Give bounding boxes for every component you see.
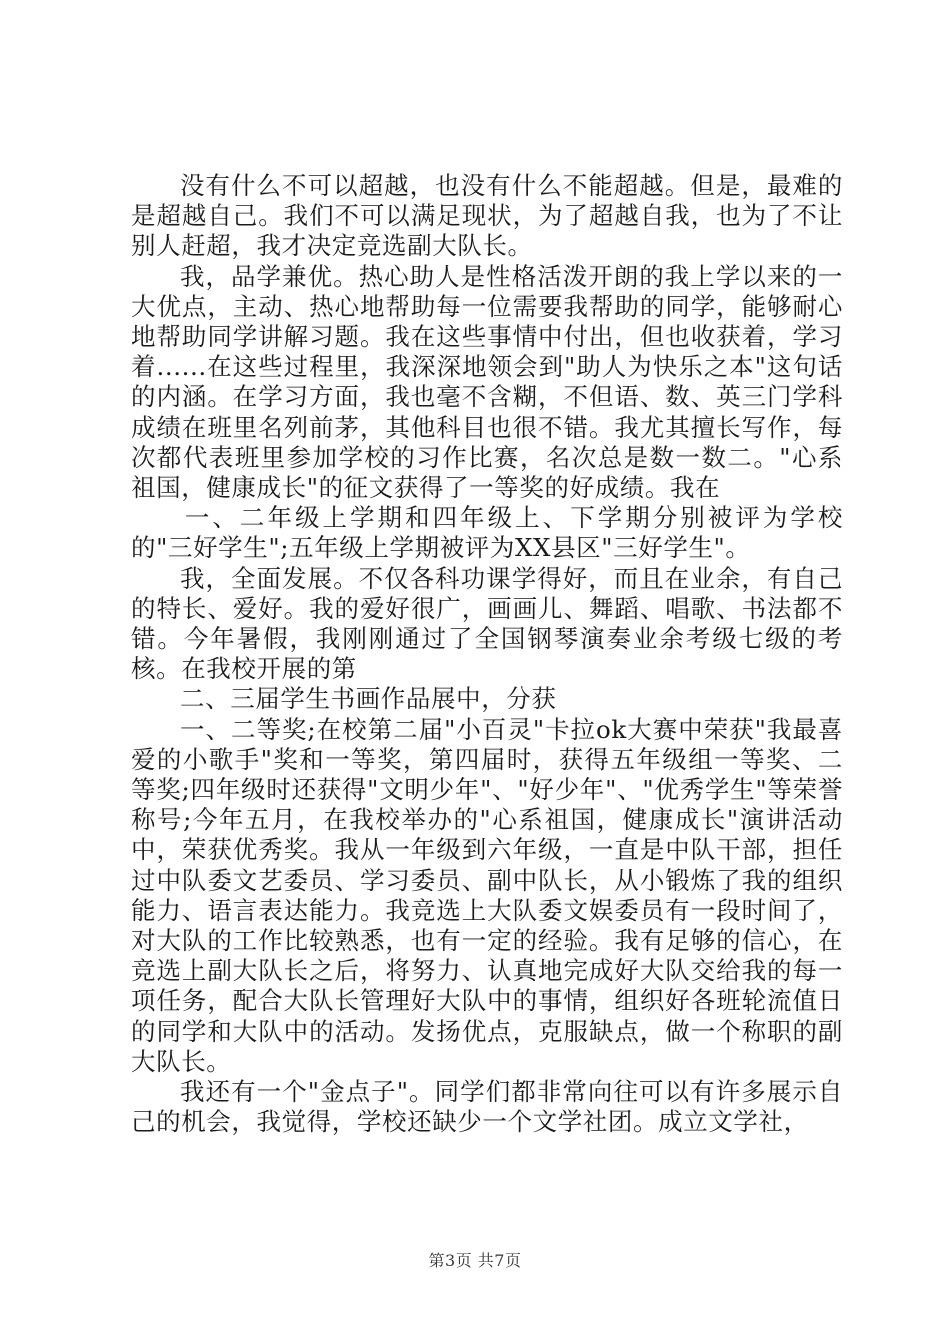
paragraph-4: 我，全面发展。不仅各科功课学得好，而且在业余，有自己的特长、爱好。我的爱好很广，画画儿、舞蹈、唱歌、书法都不错。今年暑假，我刚刚通过了全国钢琴演奏业余考级七级的考核。在我校开展的第 bbox=[131, 563, 843, 684]
paragraph-1: 没有什么不可以超越，也没有什么不能超越。但是，最难的是超越自己。我们不可以满足现状，为了超越自我，也为了不让别人赶超，我才决定竞选副大队长。 bbox=[131, 171, 843, 261]
page-number-footer: 第3页 共7页 bbox=[428, 1251, 522, 1270]
paragraph-3: 一、二年级上学期和四年级上、下学期分别被评为学校的"三好学生";五年级上学期被评为XX县区"三好学生"。 bbox=[131, 503, 843, 563]
paragraph-2: 我，品学兼优。热心助人是性格活泼开朗的我上学以来的一大优点，主动、热心地帮助每一位需要我帮助的同学，能够耐心地帮助同学讲解习题。我在这些事情中付出，但也收获着，学习着......在这些过程里，我深深地领会到"助人为快乐之本"这句话的内涵。在学习方面，我也毫不含糊，不但语、数、英三门学科成绩在班里名列前茅，其他科目也很不错。我尤其擅长写作，每次都代表班里参加学校的习作比赛，名次总是数一数二。"心系祖国，健康成长"的征文获得了一等奖的好成绩。我在 bbox=[131, 261, 843, 503]
paragraph-5: 二、三届学生书画作品展中，分获 bbox=[180, 684, 557, 714]
paragraph-6: 一、二等奖;在校第二届"小百灵"卡拉ok大赛中荣获"我最喜爱的小歌手"奖和一等奖，第四届时，获得五年级组一等奖、二等奖;四年级时还获得"文明少年"、"好少年"、"优秀学生"等荣誉称号;今年五月，在我校举办的"心系祖国，健康成长"演讲活动中，荣获优秀奖。我从一年级到六年级，一直是中队干部，担任过中队委文艺委员、学习委员、副中队长，从小锻炼了我的组织能力、语言表达能力。我竞选上大队委文娱委员有一段时间了，对大队的工作比较熟悉，也有一定的经验。我有足够的信心，在竞选上副大队长之后，将努力、认真地完成好大队交给我的每一项任务，配合大队长管理好大队中的事情，组织好各班轮流值日的同学和大队中的活动。发扬优点，克服缺点，做一个称职的副大队长。 bbox=[131, 714, 843, 1076]
paragraph-7: 我还有一个"金点子"。同学们都非常向往可以有许多展示自己的机会，我觉得，学校还缺少一个文学社团。成立文学社， bbox=[131, 1077, 843, 1137]
document-body bbox=[131, 171, 843, 1138]
